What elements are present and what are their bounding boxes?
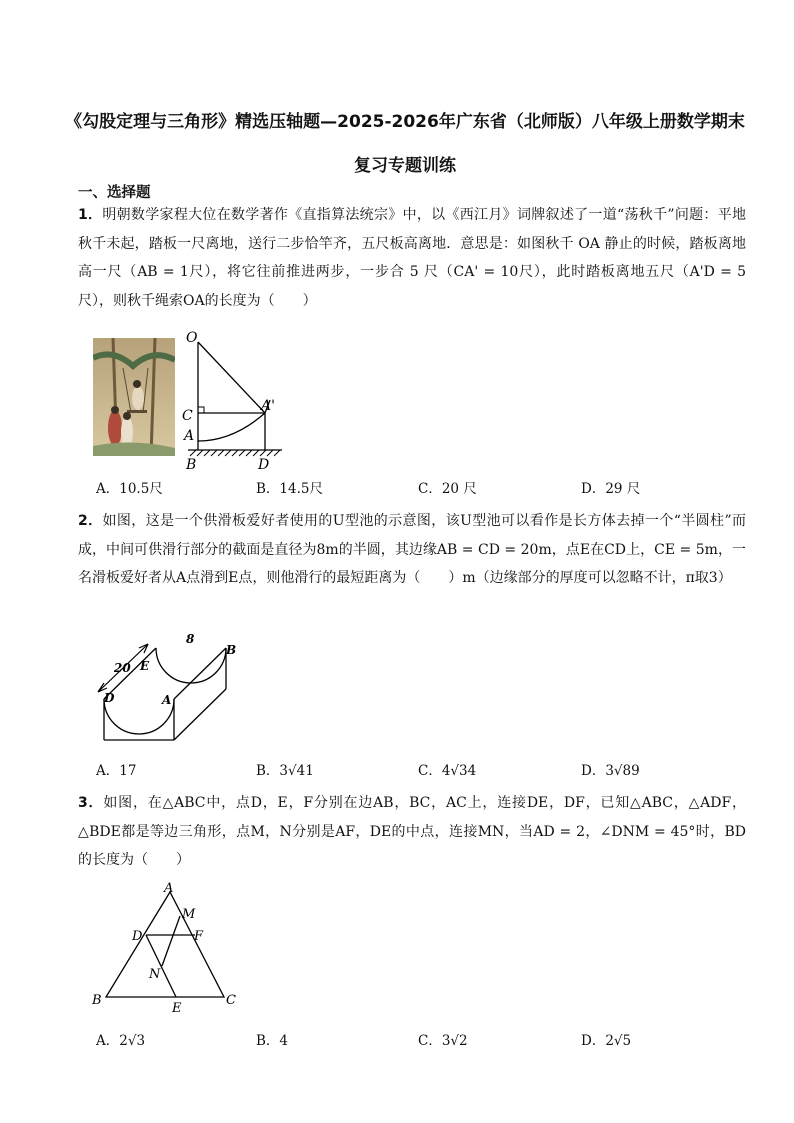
- option-c[interactable]: C．4√34: [418, 763, 477, 779]
- question-2: [78, 507, 746, 593]
- option-d[interactable]: D．29 尺: [581, 481, 641, 497]
- label-B: B: [186, 457, 197, 473]
- label-A: A: [184, 428, 195, 444]
- label-20: 20: [114, 661, 131, 675]
- label-D: D: [132, 929, 143, 944]
- label-C: C: [226, 993, 236, 1008]
- swing-diagram: [178, 328, 290, 478]
- question-number: 2．: [78, 513, 103, 529]
- option-c[interactable]: C．3√2: [418, 1033, 468, 1049]
- swing-painting: [93, 338, 175, 460]
- option-a[interactable]: A．17: [96, 763, 137, 779]
- label-M: M: [182, 907, 196, 922]
- question-3: [78, 789, 746, 875]
- triangle-diagram: [86, 880, 246, 1022]
- label-C: C: [182, 408, 193, 424]
- question-text: 明朝数学家程大位在数学著作《直指算法统宗》中，以《西江月》词牌叙述了一道“荡秋千”问题：平地秋千未起，踏板一尺离地，送行二步恰竿齐，五尺板高离地．意思是：如图秋千 OA 静止的时候，踏板离地高一尺（AB = 1尺），将它往前推进两步，一步合 5 尺（CA' = 10尺），此时踏板离地五尺（A'D = 5尺），则秋千绳索OA的长度为（ ）: [78, 207, 746, 309]
- label-A-prime: A': [261, 398, 275, 414]
- option-a[interactable]: A．10.5尺: [96, 481, 163, 497]
- question-1: [78, 201, 746, 315]
- label-O: O: [186, 330, 198, 346]
- question-number: 1．: [78, 207, 103, 223]
- question-text: 如图，在△ABC中，点D，E，F分别在边AB，BC，AC上，连接DE，DF，已知△ABC，△ADF，△BDE都是等边三角形，点M，N分别是AF，DE的中点，连接MN，当AD = 2，∠DNM = 45°时，BD的长度为（ ）: [78, 795, 747, 868]
- label-E: E: [140, 659, 150, 673]
- option-d[interactable]: D．2√5: [581, 1033, 632, 1049]
- document-title: 《勾股定理与三角形》精选压轴题—2025-2026年广东省（北师版）八年级上册数学期末复习专题训练: [65, 112, 745, 176]
- label-B: B: [92, 993, 102, 1008]
- label-D: D: [258, 457, 270, 473]
- label-A: A: [164, 881, 174, 896]
- q1-options: [0, 477, 794, 501]
- q2-options: [0, 759, 794, 783]
- label-B: B: [226, 643, 237, 657]
- label-N: N: [149, 967, 161, 982]
- option-d[interactable]: D．3√89: [581, 763, 640, 779]
- section-heading: 一、选择题: [78, 185, 151, 201]
- question-text: 如图，这是一个供滑板爱好者使用的U型池的示意图，该U型池可以看作是长方体去掉一个“半圆柱”而成，中间可供滑行部分的截面是直径为8m的半圆，其边缘AB = CD = 20m，点E在CD上，CE = 5m，一名滑板爱好者从A点滑到E点，则他滑行的最短距离为（ ）m（边缘部分的厚度可以忽略不计，π取3）: [78, 513, 746, 586]
- label-D: D: [104, 691, 115, 705]
- option-b[interactable]: B．3√41: [256, 763, 314, 779]
- option-b[interactable]: B．4: [256, 1033, 289, 1049]
- u-pool-diagram: [92, 628, 252, 752]
- option-a[interactable]: A．2√3: [96, 1033, 146, 1049]
- option-b[interactable]: B．14.5尺: [256, 481, 323, 497]
- label-E: E: [172, 1001, 182, 1016]
- label-8: 8: [186, 632, 195, 646]
- option-c[interactable]: C．20 尺: [418, 481, 477, 497]
- question-number: 3．: [78, 795, 104, 811]
- label-A: A: [162, 693, 172, 707]
- label-F: F: [194, 929, 204, 944]
- q3-options: [0, 1029, 794, 1053]
